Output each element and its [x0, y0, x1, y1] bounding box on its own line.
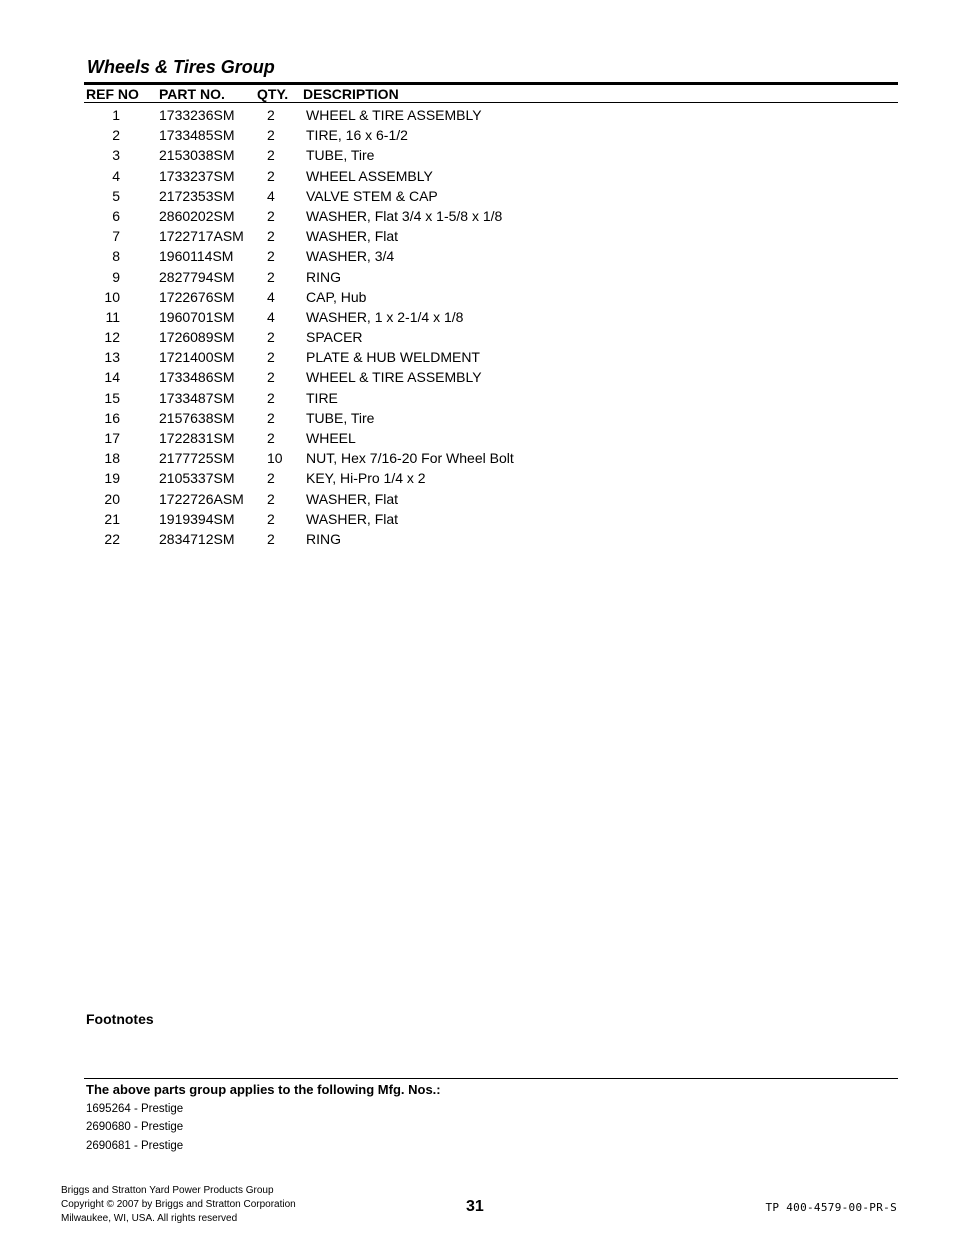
description-cell: WHEEL ASSEMBLY: [306, 167, 433, 184]
footer-location: Milwaukee, WI, USA. All rights reserved: [61, 1213, 238, 1224]
qty-cell: 2: [267, 490, 275, 507]
page-number: 31: [466, 1198, 484, 1215]
ref-no-cell: 9: [112, 268, 120, 285]
table-row: [0, 389, 954, 409]
part-no-cell: 1733487SM: [159, 389, 235, 406]
table-row: [0, 469, 954, 489]
part-no-cell: 1960701SM: [159, 308, 235, 325]
col-ref-no: REF NO: [86, 86, 139, 102]
mfg-number-list: [86, 1100, 183, 1155]
table-row: [0, 187, 954, 207]
part-no-cell: 2827794SM: [159, 268, 235, 285]
qty-cell: 2: [267, 430, 275, 446]
part-no-cell: 1733237SM: [159, 167, 235, 184]
footnotes-heading: Footnotes: [86, 1011, 154, 1027]
table-row: [0, 429, 954, 449]
mfg-number: 2690680 - Prestige: [86, 1121, 184, 1134]
table-row: [0, 247, 954, 267]
qty-cell: 2: [267, 530, 275, 547]
ref-no-cell: 14: [104, 369, 120, 386]
qty-cell: 4: [267, 288, 275, 305]
table-row: [0, 126, 954, 146]
qty-cell: 2: [267, 127, 275, 144]
ref-no-cell: 15: [104, 389, 120, 406]
ref-no-cell: 20: [104, 490, 120, 507]
qty-cell: 2: [267, 207, 275, 224]
col-qty: QTY.: [257, 86, 289, 102]
table-row: [0, 368, 954, 388]
table-header: [84, 85, 898, 103]
description-cell: WASHER, Flat: [306, 490, 399, 507]
part-no-cell: 1733486SM: [159, 369, 235, 386]
table-row: [0, 106, 954, 126]
description-cell: SPACER: [306, 329, 363, 346]
description-cell: WHEEL: [306, 430, 356, 446]
qty-cell: 2: [267, 228, 275, 245]
col-part-no: PART NO.: [159, 86, 225, 102]
description-cell: WASHER, 1 x 2-1/4 x 1/8: [306, 308, 464, 325]
qty-cell: 4: [267, 187, 275, 204]
part-no-cell: 1919394SM: [159, 510, 235, 527]
document-code: TP 400-4579-00-PR-S: [765, 1201, 897, 1214]
part-no-cell: 2834712SM: [159, 530, 235, 547]
description-cell: NUT, Hex 7/16-20 For Wheel Bolt: [306, 450, 514, 467]
table-row: [0, 449, 954, 469]
ref-no-cell: 12: [104, 329, 120, 346]
footer-copyright: Copyright © 2007 by Briggs and Stratton Corporation: [61, 1199, 296, 1210]
ref-no-cell: 5: [112, 187, 120, 204]
table-row: [0, 146, 954, 166]
description-cell: WHEEL & TIRE ASSEMBLY: [306, 369, 482, 386]
description-cell: TIRE: [306, 389, 338, 406]
table-row: [0, 530, 954, 550]
description-cell: WASHER, Flat 3/4 x 1-5/8 x 1/8: [306, 207, 503, 224]
part-no-cell: 2177725SM: [159, 450, 235, 467]
ref-no-cell: 6: [112, 207, 120, 224]
table-row: [0, 268, 954, 288]
part-no-cell: 1726089SM: [159, 329, 235, 346]
description-cell: TIRE, 16 x 6-1/2: [306, 127, 408, 144]
ref-no-cell: 7: [112, 228, 120, 245]
applies-heading: The above parts group applies to the following Mfg. Nos.:: [86, 1082, 441, 1097]
part-no-cell: 2860202SM: [159, 207, 235, 224]
qty-cell: 2: [267, 369, 275, 386]
description-cell: KEY, Hi-Pro 1/4 x 2: [306, 470, 426, 487]
description-cell: CAP, Hub: [306, 288, 367, 305]
description-cell: WASHER, Flat: [306, 510, 399, 527]
part-no-cell: 1722717ASM: [159, 228, 244, 245]
part-no-cell: 2153038SM: [159, 147, 235, 164]
description-cell: WHEEL & TIRE ASSEMBLY: [306, 107, 482, 123]
footer-company-info: [61, 1184, 296, 1226]
ref-no-cell: 8: [112, 248, 120, 265]
ref-no-cell: 16: [104, 409, 120, 426]
table-row: [0, 510, 954, 530]
qty-cell: 10: [267, 450, 283, 467]
part-no-cell: 1722676SM: [159, 288, 235, 305]
ref-no-cell: 19: [104, 470, 120, 487]
qty-cell: 2: [267, 510, 275, 527]
part-no-cell: 2172353SM: [159, 187, 235, 204]
qty-cell: 2: [267, 349, 275, 366]
ref-no-cell: 22: [104, 530, 120, 547]
qty-cell: 2: [267, 107, 275, 123]
part-no-cell: 1722831SM: [159, 430, 235, 446]
qty-cell: 2: [267, 147, 275, 164]
footer-company: Briggs and Stratton Yard Power Products Group: [61, 1185, 274, 1196]
table-row: [0, 490, 954, 510]
description-cell: TUBE, Tire: [306, 147, 375, 164]
part-no-cell: 2157638SM: [159, 409, 235, 426]
table-row: [0, 227, 954, 247]
qty-cell: 2: [267, 167, 275, 184]
part-no-cell: 1733485SM: [159, 127, 235, 144]
table-row: [0, 328, 954, 348]
table-row: [0, 288, 954, 308]
ref-no-cell: 11: [105, 308, 120, 325]
mfg-number: 1695264 - Prestige: [86, 1103, 184, 1115]
table-row: [0, 167, 954, 187]
qty-cell: 4: [267, 308, 275, 325]
description-cell: RING: [306, 530, 341, 547]
description-cell: RING: [306, 268, 341, 285]
ref-no-cell: 3: [112, 147, 120, 164]
table-row: [0, 308, 954, 328]
applies-rule: [84, 1078, 898, 1079]
qty-cell: 2: [267, 389, 275, 406]
ref-no-cell: 18: [104, 450, 120, 467]
part-no-cell: 1960114SM: [159, 248, 234, 265]
part-no-cell: 2105337SM: [159, 470, 235, 487]
part-no-cell: 1722726ASM: [159, 490, 244, 507]
part-no-cell: 1721400SM: [159, 349, 235, 366]
table-row: [0, 207, 954, 227]
qty-cell: 2: [267, 470, 275, 487]
part-no-cell: 1733236SM: [159, 107, 235, 123]
description-cell: WASHER, 3/4: [306, 248, 395, 265]
table-row: [0, 409, 954, 429]
header-rule: [84, 102, 898, 103]
col-description: DESCRIPTION: [303, 86, 399, 102]
parts-table: [0, 106, 954, 550]
description-cell: VALVE STEM & CAP: [306, 187, 438, 204]
ref-no-cell: 2: [112, 127, 120, 144]
description-cell: WASHER, Flat: [306, 228, 399, 245]
ref-no-cell: 10: [104, 288, 120, 305]
qty-cell: 2: [267, 268, 275, 285]
ref-no-cell: 21: [104, 510, 120, 527]
qty-cell: 2: [267, 329, 275, 346]
ref-no-cell: 17: [104, 430, 120, 446]
qty-cell: 2: [267, 248, 275, 265]
ref-no-cell: 13: [104, 349, 120, 366]
table-row: [0, 348, 954, 368]
page-title: Wheels & Tires Group: [87, 57, 275, 77]
description-cell: PLATE & HUB WELDMENT: [306, 349, 480, 366]
qty-cell: 2: [267, 409, 275, 426]
description-cell: TUBE, Tire: [306, 409, 375, 426]
mfg-number: 2690681 - Prestige: [86, 1139, 184, 1152]
ref-no-cell: 4: [112, 167, 120, 184]
ref-no-cell: 1: [112, 107, 120, 123]
